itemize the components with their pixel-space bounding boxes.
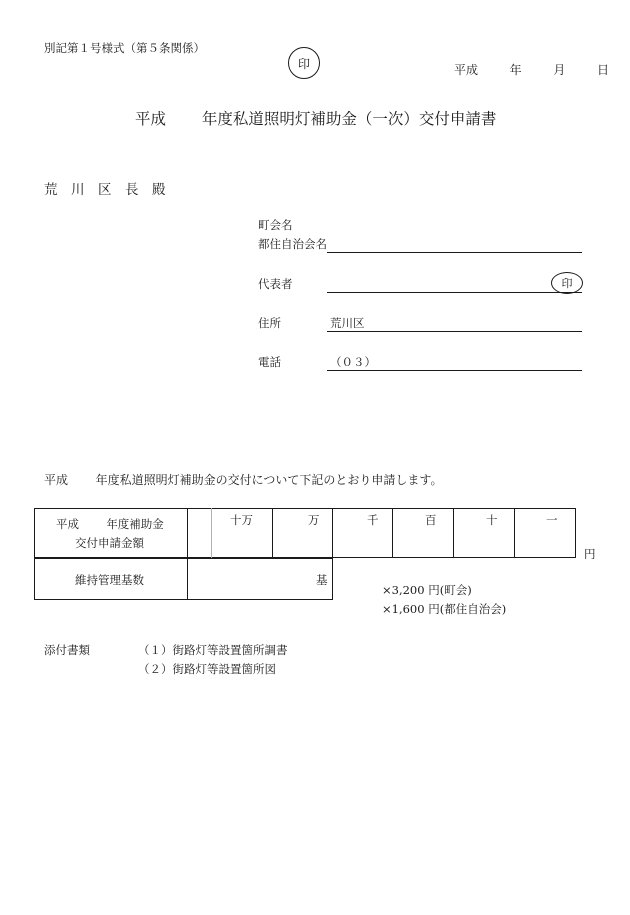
address-field[interactable]	[327, 331, 582, 332]
title-era: 平成	[135, 110, 167, 128]
digit-ten-thousand: 万	[308, 513, 320, 527]
amount-table-spacer	[211, 508, 212, 558]
count-table-divider	[187, 558, 188, 600]
attachment-item: （２）街路灯等設置箇所図	[138, 662, 276, 676]
phone-field[interactable]	[327, 370, 582, 371]
digit-hundred-thousand: 十万	[230, 513, 253, 527]
org-name-field[interactable]	[327, 252, 582, 253]
amount-table-divider	[187, 508, 188, 558]
address-label: 住所	[258, 316, 281, 330]
count-label: 維持管理基数	[75, 573, 144, 587]
form-number: 別記第１号様式（第５条関係）	[44, 41, 205, 55]
phone-value: （０３）	[330, 355, 376, 369]
statement-era: 平成	[44, 473, 69, 487]
phone-label: 電話	[258, 355, 281, 369]
date-year-unit: 年	[509, 63, 522, 77]
org-label-town: 町会名	[258, 218, 293, 232]
date-month-unit: 月	[553, 63, 566, 77]
seal-label: 印	[297, 56, 310, 71]
digit-divider	[272, 508, 273, 558]
representative-seal	[551, 272, 583, 294]
title-text: 年度私道照明灯補助金（一次）交付申請書	[201, 110, 497, 128]
org-label-metro: 都住自治会名	[258, 237, 327, 251]
rate-metro: ×1,600 円(都住自治会)	[382, 602, 507, 616]
amount-label-era: 平成	[56, 517, 79, 531]
statement-text: 年度私道照明灯補助金の交付について下記のとおり申請します。	[95, 473, 443, 487]
digit-ten: 十	[486, 513, 498, 527]
digit-divider	[514, 508, 515, 558]
amount-unit: 円	[584, 547, 596, 561]
amount-label-year: 年度補助金	[106, 517, 164, 531]
digit-divider	[332, 508, 333, 558]
count-unit: 基	[316, 573, 328, 587]
amount-label-line2: 交付申請金額	[75, 536, 144, 550]
address-value: 荒川区	[330, 316, 365, 330]
representative-label: 代表者	[258, 277, 293, 291]
digit-one: 一	[546, 513, 558, 527]
attachments-label: 添付書類	[44, 643, 90, 657]
date-era: 平成	[454, 63, 479, 77]
attachment-item: （１）街路灯等設置箇所調書	[138, 643, 288, 657]
application-statement	[44, 471, 442, 488]
date-line	[454, 61, 609, 78]
seal-stamp-top	[288, 47, 320, 79]
digit-divider	[453, 508, 454, 558]
digit-thousand: 千	[367, 513, 379, 527]
digit-hundred: 百	[425, 513, 437, 527]
digit-divider	[392, 508, 393, 558]
date-day-unit: 日	[597, 63, 610, 77]
addressee: 荒 川 区 長 殿	[44, 182, 166, 198]
document-title	[135, 107, 496, 129]
amount-label-line1	[56, 516, 164, 532]
rep-seal-label: 印	[561, 277, 573, 290]
representative-field[interactable]	[327, 292, 582, 293]
rate-town: ×3,200 円(町会)	[382, 583, 472, 597]
